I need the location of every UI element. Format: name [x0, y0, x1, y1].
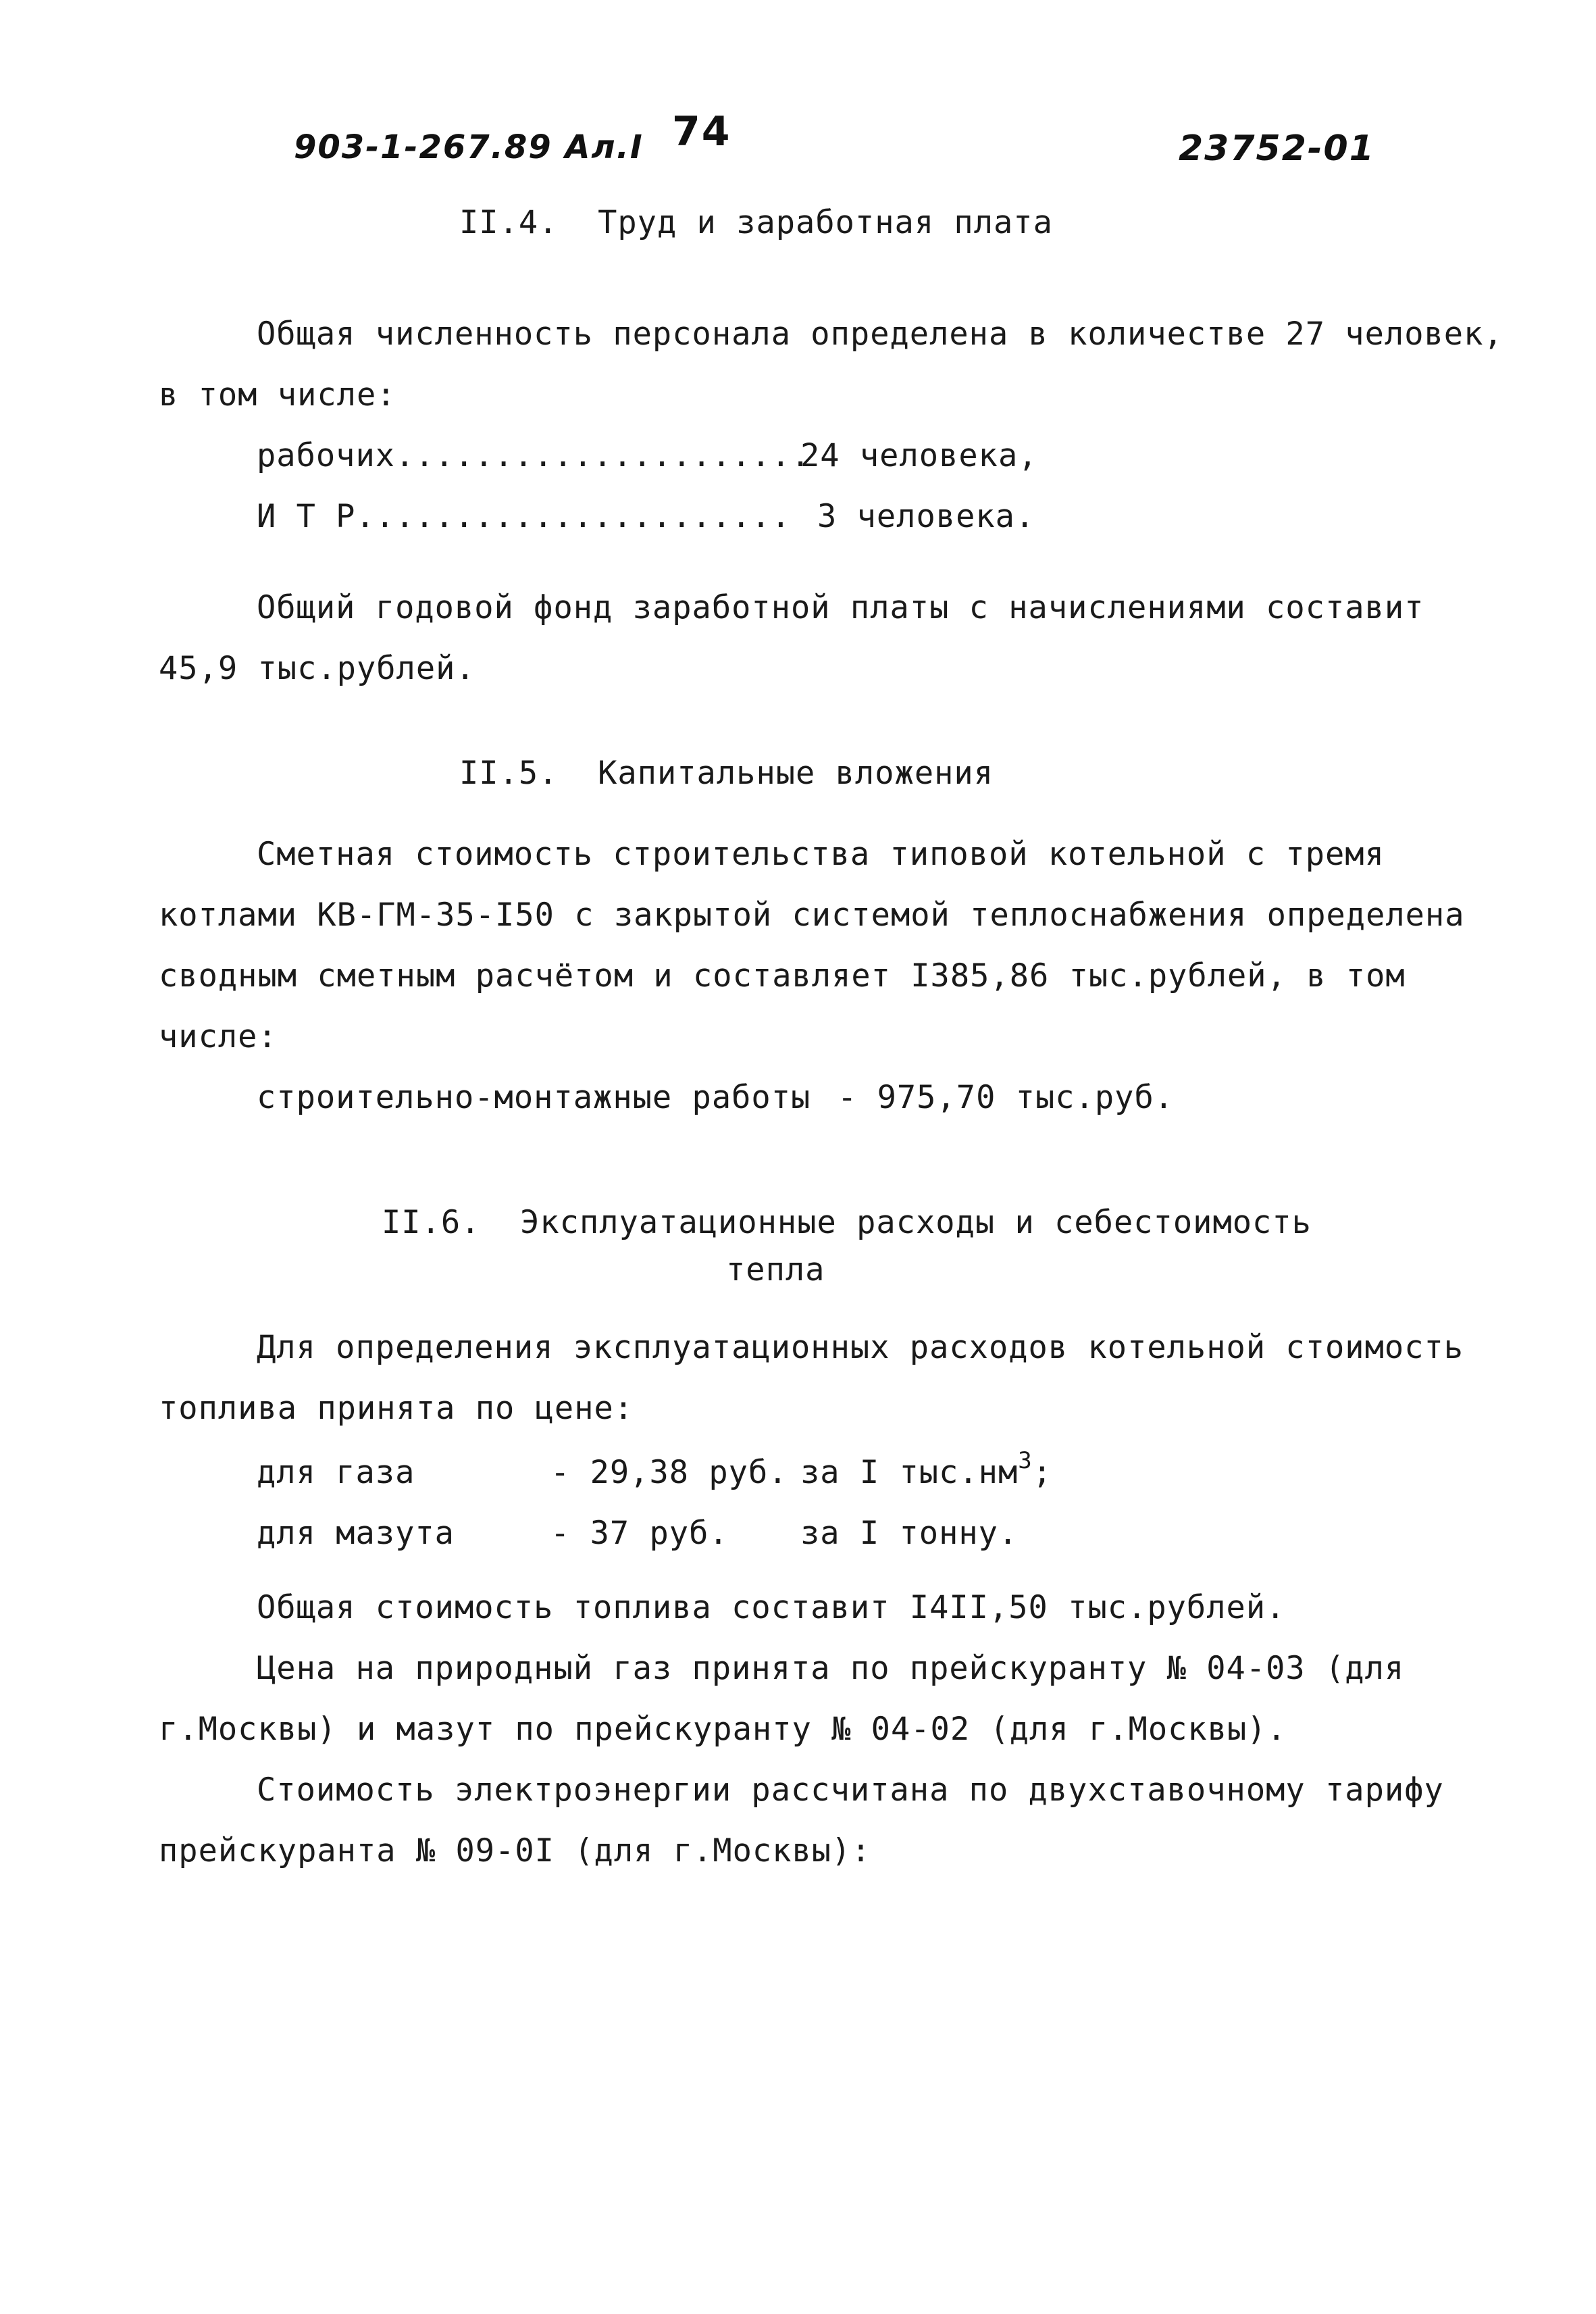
workers-label: рабочих..................... — [257, 437, 811, 474]
electricity-line1: Стоимость электроэнергии расcчитана по двухставочному тарифу — [257, 1771, 1444, 1809]
construction-works-value: - 975,70 тыс.руб. — [838, 1079, 1175, 1116]
gas-value: - 29,38 руб. — [550, 1454, 788, 1491]
section-11-4-p1-line2: в том числе: — [159, 376, 396, 413]
fuel-oil-label: для мазута — [257, 1515, 455, 1552]
section-11-5-line3: сводным сметным расчётом и составляет I385,86 тыс.рублей, в том — [159, 957, 1406, 995]
section-11-5-heading: II.5. Капитальные вложения — [459, 755, 994, 792]
section-11-6-p1-line2: топлива принята по цене: — [159, 1390, 634, 1427]
itr-label: И Т Р...................... — [257, 498, 792, 535]
total-fuel-cost: Общая стоимость топлива составит I4II,50 тыс.рублей. — [257, 1589, 1286, 1626]
electricity-line2: прейскуранта № 09-0I (для г.Москвы): — [159, 1832, 871, 1869]
gas-unit — [800, 1447, 1053, 1493]
section-11-4-heading: II.4. Труд и заработная плата — [459, 204, 1053, 241]
gas-unit-text: за I тыс.нм — [800, 1454, 1019, 1491]
section-11-6-heading-line1: II.6. Эксплуатационные расходы и себестоимость — [382, 1204, 1312, 1241]
section-11-6-p1-line1: Для определения эксплуатационных расходов котельной стоимость — [257, 1329, 1464, 1366]
section-11-4-p2-line2: 45,9 тыс.рублей. — [159, 650, 475, 687]
workers-value: 24 человека, — [800, 437, 1038, 474]
gas-label: для газа — [257, 1454, 415, 1491]
section-11-5-line1: Сметная стоимость строительства типовой котельной с тремя — [257, 836, 1385, 873]
gas-price-line2: г.Москвы) и мазут по прейскуранту № 04-02 (для г.Москвы). — [159, 1711, 1287, 1748]
construction-works-label: строительно-монтажные работы — [257, 1079, 811, 1116]
gas-price-line1: Цена на природный газ принята по прейскуранту № 04-03 (для — [257, 1650, 1405, 1687]
section-11-5-line2: котлами КВ-ГМ-35-I50 с закрытой системой теплоснабжения определена — [159, 897, 1465, 934]
fuel-oil-unit: за I тонну. — [800, 1515, 1019, 1552]
gas-unit-superscript: 3 — [1018, 1447, 1033, 1474]
itr-value: 3 человека. — [817, 498, 1035, 535]
section-11-4-p1-line1: Общая численность персонала определена в количестве 27 человек, — [257, 316, 1503, 353]
doc-code: 903-1-267.89 Ал.I — [294, 128, 644, 166]
section-11-6-heading-line2: тепла — [726, 1251, 825, 1288]
inventory-number: 23752-01 — [1179, 128, 1375, 169]
section-11-4-p2-line1: Общий годовой фонд заработной платы с начислениями составит — [257, 589, 1424, 626]
page-number: 74 — [672, 108, 731, 155]
section-11-5-line4: числе: — [159, 1018, 278, 1055]
gas-unit-semicolon: ; — [1032, 1454, 1053, 1491]
fuel-oil-value: - 37 руб. — [550, 1515, 729, 1552]
